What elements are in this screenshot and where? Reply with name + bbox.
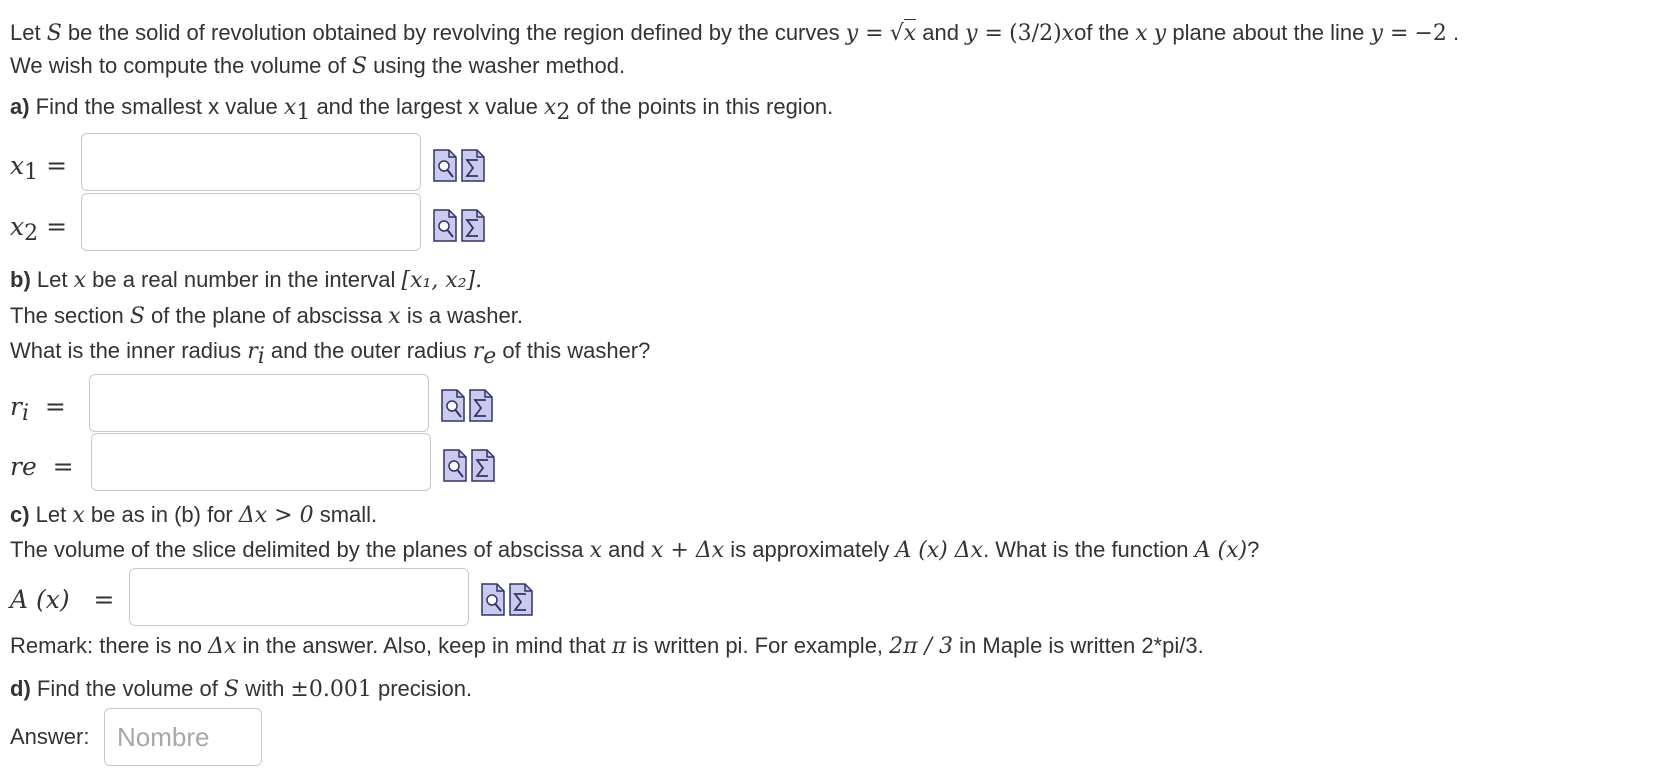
equation-editor-icon[interactable]: [468, 386, 494, 424]
x2-tools: [432, 206, 486, 244]
x1-input[interactable]: [81, 133, 421, 191]
equation-editor-icon[interactable]: [460, 206, 486, 244]
preview-formula-icon[interactable]: [442, 446, 468, 484]
ri-label: ri =: [10, 392, 66, 426]
ri-tools: [440, 386, 494, 424]
part-b-question-line-1: b) Let x be a real number in the interval [x₁, x₂].: [10, 267, 483, 293]
re-input[interactable]: [91, 433, 431, 491]
volume-answer-input[interactable]: [104, 708, 262, 766]
part-d-question: d) Find the volume of S with ±0.001 precision.: [10, 676, 473, 702]
problem-statement-line-2: We wish to compute the volume of S using the washer method.: [10, 53, 626, 79]
part-b-question-line-2: The section S of the plane of abscissa x is a washer.: [10, 303, 523, 329]
re-tools: [442, 446, 496, 484]
area-function-tools: [480, 580, 534, 618]
re-label: re =: [10, 452, 74, 481]
part-c-remark: Remark: there is no Δx in the answer. Also, keep in mind that π is written pi. For example, 2π / 3 in Maple is written 2*pi/3.: [10, 633, 1204, 659]
equation-editor-icon[interactable]: [460, 146, 486, 184]
x1-label: x1 =: [10, 151, 68, 185]
problem-statement-line-1: Let S be the solid of revolution obtained by revolving the region defined by the curves y = √x and y = (3/2)xof the x y plane about the line y = −2 .: [10, 20, 1460, 46]
preview-formula-icon[interactable]: [440, 386, 466, 424]
area-function-input[interactable]: [129, 568, 469, 626]
preview-formula-icon[interactable]: [480, 580, 506, 618]
part-c-question-line-2: The volume of the slice delimited by the planes of abscissa x and x + Δx is approximately A (x) Δx. What is the function A (x)?: [10, 537, 1260, 563]
equation-editor-icon[interactable]: [508, 580, 534, 618]
preview-formula-icon[interactable]: [432, 146, 458, 184]
area-function-label: A (x) =: [10, 585, 115, 614]
answer-label: Answer:: [10, 724, 90, 749]
x2-label: x2 =: [10, 212, 68, 246]
x2-input[interactable]: [81, 193, 421, 251]
preview-formula-icon[interactable]: [432, 206, 458, 244]
equation-editor-icon[interactable]: [470, 446, 496, 484]
part-b-question-line-3: What is the inner radius ri and the outer radius re of this washer?: [10, 338, 651, 369]
x1-tools: [432, 146, 486, 184]
part-a-question: a) Find the smallest x value x1 and the largest x value x2 of the points in this region.: [10, 94, 834, 125]
part-c-question-line-1: c) Let x be as in (b) for Δx > 0 small.: [10, 502, 378, 528]
ri-input[interactable]: [89, 374, 429, 432]
